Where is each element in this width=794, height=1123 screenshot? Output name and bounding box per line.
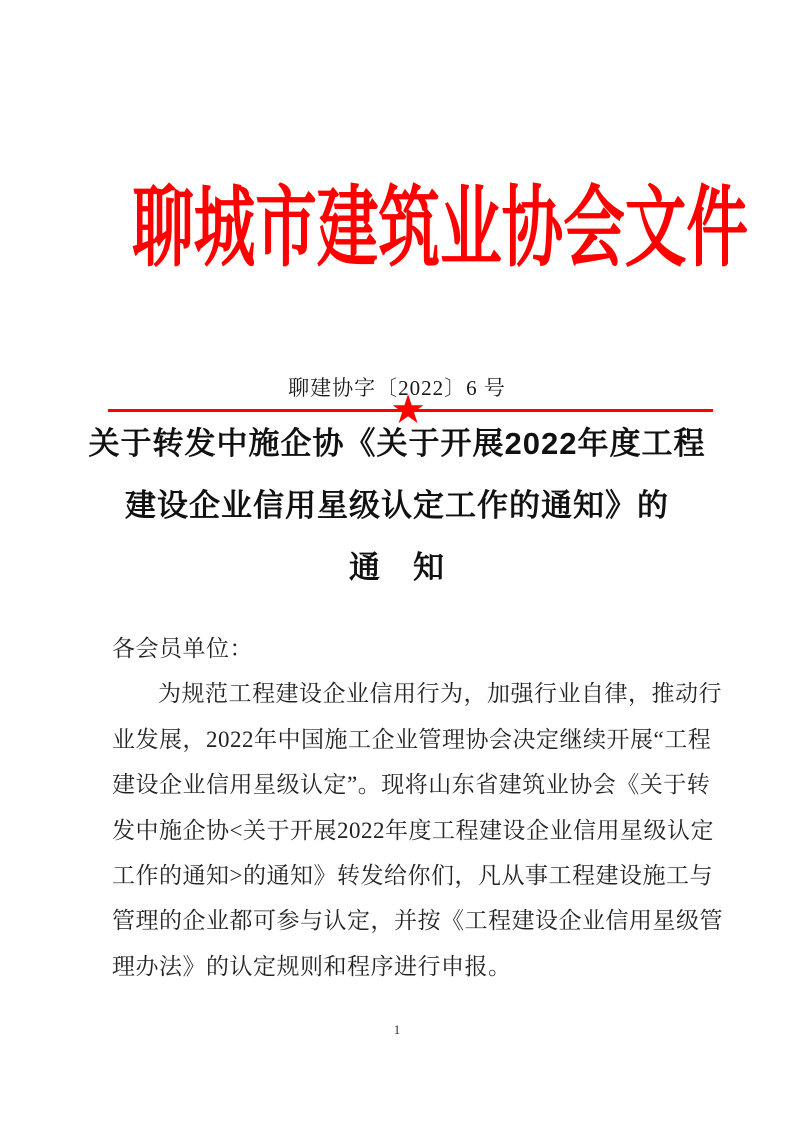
body-line: 为规范工程建设企业信用行为，加强行业自律，推动行	[158, 681, 722, 707]
red-header	[0, 180, 794, 304]
body-line: 管理的企业都可参与认定，并按《工程建设企业信用星级管	[112, 908, 723, 934]
page-number: 1	[393, 1022, 401, 1037]
body-line: 建设企业信用星级认定”。现将山东省建筑业协会《关于转	[112, 772, 711, 798]
org-title: 聊城市建筑业协会文件	[132, 181, 749, 278]
star-icon: ★	[390, 387, 426, 433]
body-line: 工作的通知>的通知》转发给你们，凡从事工程建设施工与	[112, 863, 713, 889]
body-line: 发中施企协<关于开展2022年度工程建设企业信用星级认定	[112, 817, 714, 843]
salutation: 各会员单位：	[112, 636, 253, 661]
notice-body	[112, 626, 723, 989]
notice-title-line-2: 建设企业信用星级认定工作的通知》的	[125, 488, 669, 523]
body-line: 理办法》的认定规则和程序进行申报。	[112, 953, 512, 979]
doc-number: 聊建协字〔2022〕6 号	[288, 376, 506, 400]
body-line: 业发展，2022年中国施工企业管理协会决定继续开展“工程	[112, 726, 712, 752]
notice-title	[60, 413, 734, 599]
notice-title-line-3: 通 知	[349, 550, 445, 585]
notice-title-line-1: 关于转发中施企协《关于开展2022年度工程	[88, 426, 706, 461]
